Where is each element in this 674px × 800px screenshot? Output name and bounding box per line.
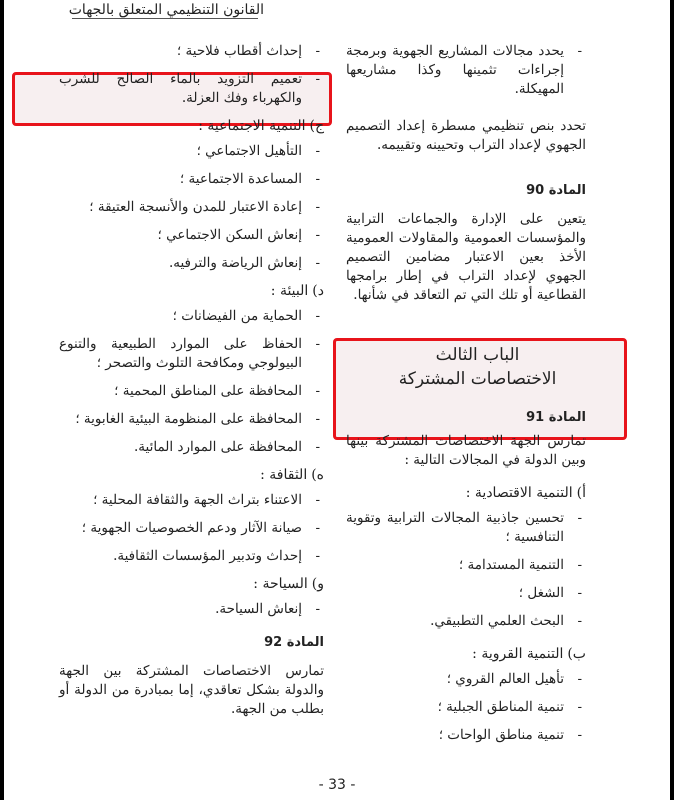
article-90-title: المادة 90	[526, 183, 586, 198]
article-92-title: المادة 92	[264, 635, 324, 650]
left-edge-bar	[0, 0, 4, 800]
right-column	[346, 42, 586, 315]
list-item: - يحدد مجالات المشاريع الجهوية وبرمجة إجراءات تثمينها وكذا مشاريعها المهيكلة.	[346, 43, 582, 97]
list-item: - المحافظة على المنظومة البيئية الغابوية ؛	[75, 411, 320, 427]
section-heading: د)البيئة :	[270, 283, 324, 299]
right-edge-bar	[670, 0, 674, 800]
section-heading: أ)التنمية الاقتصادية :	[465, 485, 586, 501]
list-item: - إنعاش السياحة.	[215, 601, 320, 617]
header-rule	[72, 18, 258, 19]
list-item: - إحداث أقطاب فلاحية ؛	[176, 43, 320, 59]
list-item: - المحافظة على الموارد المائية.	[134, 439, 320, 455]
list-item: - تنمية المناطق الجبلية ؛	[437, 699, 582, 715]
list-item: - إنعاش السكن الاجتماعي ؛	[157, 227, 320, 243]
list-item: - صيانة الآثار ودعم الخصوصيات الجهوية ؛	[81, 520, 320, 536]
list-item: - إنعاش الرياضة والترفيه.	[168, 255, 320, 271]
list-item: - الحفاظ على الموارد الطبيعية والتنوع البيولوجي ومكافحة التلوث والتصحر ؛	[59, 336, 320, 371]
list-item: - إحداث وتدبير المؤسسات الثقافية.	[113, 548, 320, 564]
section-heading: ج)التنمية الاجتماعية :	[198, 118, 324, 134]
list-item: - التأهيل الاجتماعي ؛	[196, 143, 320, 159]
paragraph: تحدد بنص تنظيمي مسطرة إعداد التصميم الجهوي لإعداد التراب وتحيينه وتقييمه.	[346, 118, 586, 153]
page-number: - 33 -	[318, 777, 356, 793]
list-item: - إعادة الاعتبار للمدن والأنسجة العتيقة ؛	[89, 199, 320, 215]
left-column	[59, 42, 324, 729]
part-title	[340, 343, 615, 391]
article-91-text: تمارس الجهة الاختصاصات المشتركة بينها وبين الدولة في المجالات التالية :	[346, 433, 586, 468]
list-item: - المساعدة الاجتماعية ؛	[179, 171, 320, 187]
article-90-text: يتعين على الإدارة والجماعات الترابية والمؤسسات العمومية والمقاولات العمومية الأخذ بعين الاعتبار مضامين التصميم الجهوي لإعداد التراب في إطار برامجها القطاعية أو تلك التي تم التعاقد في شأنها.	[346, 211, 586, 303]
part-number: الباب الثالث	[435, 345, 520, 365]
list-item: - الاعتناء بتراث الجهة والثقافة المحلية ؛	[93, 492, 320, 508]
running-header: القانون التنظيمي المتعلق بالجهات	[68, 2, 264, 18]
list-item: - التنمية المستدامة ؛	[458, 557, 582, 573]
list-item-highlighted: - تعميم التزويد بالماء الصالح للشرب والكهرباء وفك العزلة.	[59, 71, 320, 106]
part-name: الاختصاصات المشتركة	[398, 369, 557, 389]
list-item: - تنمية مناطق الواحات ؛	[438, 727, 582, 743]
section-heading: و)السياحة :	[253, 576, 324, 592]
list-item: - الحماية من الفيضانات ؛	[172, 308, 320, 324]
article-91-title: المادة 91	[526, 410, 586, 425]
section-heading: ه)الثقافة :	[260, 467, 324, 483]
list-item: - المحافظة على المناطق المحمية ؛	[114, 383, 320, 399]
list-item: - الشغل ؛	[518, 585, 582, 601]
right-column-lower	[346, 432, 586, 754]
list-item: - البحث العلمي التطبيقي.	[430, 613, 582, 629]
list-item: - تحسين جاذبية المجالات الترابية وتقوية التنافسية ؛	[346, 510, 582, 545]
article-92-text: تمارس الاختصاصات المشتركة بين الجهة والدولة بشكل تعاقدي، إما بمبادرة من الدولة أو بطلب من الجهة.	[59, 663, 324, 717]
section-heading: ب)التنمية القروية :	[472, 646, 586, 662]
list-item: - تأهيل العالم القروي ؛	[446, 671, 582, 687]
